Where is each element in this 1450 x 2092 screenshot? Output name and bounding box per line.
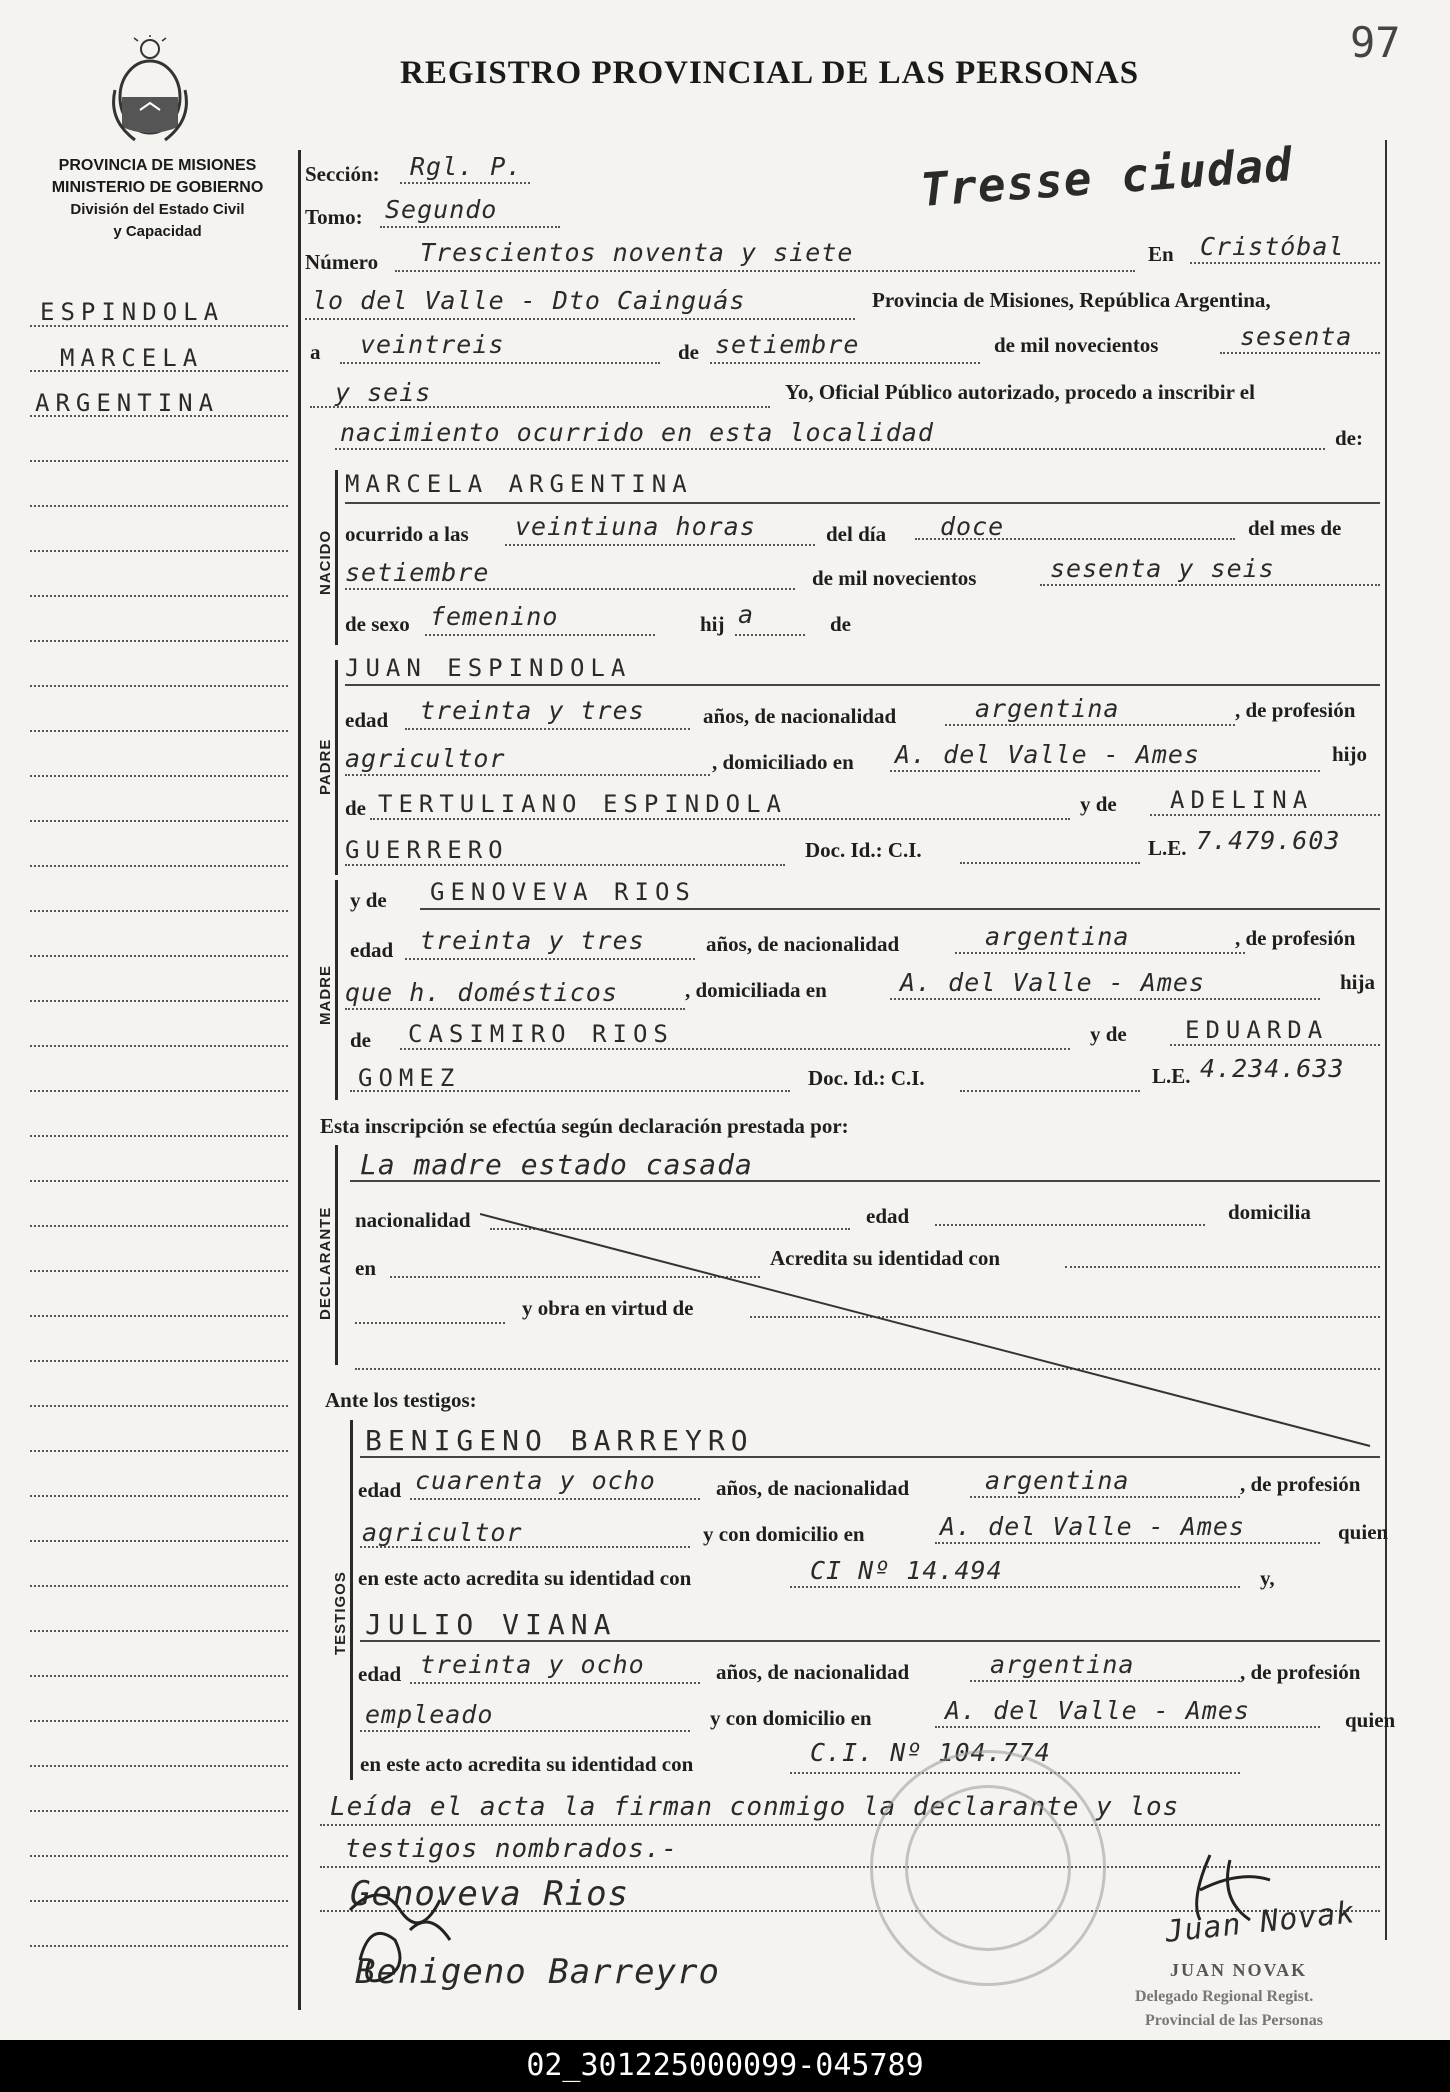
hija-label: hija — [1340, 970, 1376, 994]
underline — [1170, 1044, 1380, 1046]
underline — [410, 1682, 700, 1684]
dia-value: veintreis — [360, 330, 505, 359]
testigo-2-nombre: JULIO VIANA — [365, 1608, 617, 1641]
padre-de-label: de — [345, 796, 366, 820]
declarante-edad-label: edad — [866, 1204, 910, 1228]
underline — [360, 1640, 1380, 1642]
padre-madre-de-continued: GUERRERO — [345, 836, 509, 864]
nacido-mil-label: de mil novecientos — [812, 566, 977, 590]
en-label: En — [1148, 242, 1174, 266]
left-column-divider — [298, 150, 301, 2010]
margin-note-surname: ESPINDOLA — [40, 298, 225, 326]
testigo-1-dom-value: A. del Valle - Ames — [940, 1512, 1245, 1541]
margin-dotted-line — [30, 1405, 288, 1407]
padre-dom-label: , domiciliado en — [712, 750, 854, 774]
right-border-line — [1385, 140, 1387, 1940]
margin-dotted-line — [30, 1675, 288, 1677]
madre-nac-value: argentina — [985, 922, 1130, 951]
nacido-anio-value: sesenta y seis — [1050, 554, 1275, 583]
a-label: a — [310, 340, 321, 364]
declarante-en-label: en — [355, 1256, 376, 1280]
margin-dotted-line — [30, 1855, 288, 1857]
mil-text: de mil novecientos — [994, 333, 1159, 357]
underline — [1190, 262, 1380, 264]
closing-line-1: Leída el acta la firman conmigo la declarante y los — [330, 1792, 1180, 1822]
margin-dotted-line — [30, 910, 288, 912]
madre-nombre: GENOVEVA RIOS — [430, 878, 696, 906]
margin-dotted-line — [30, 1945, 288, 1947]
testigo-1-quien-label: quien — [1338, 1520, 1389, 1544]
testigo-1-prof-label: , de profesión — [1240, 1472, 1361, 1496]
testigo-1-edad-label: edad — [358, 1478, 402, 1502]
underline — [425, 634, 655, 636]
seccion-label: Sección: — [305, 162, 380, 186]
closing-line-2: testigos nombrados.- — [345, 1834, 679, 1864]
underline — [935, 1542, 1320, 1544]
nacido-dia-value: doce — [940, 512, 1005, 541]
madre-y-de-label: y de — [350, 888, 387, 912]
tomo-label: Tomo: — [305, 205, 363, 229]
underline — [405, 958, 695, 960]
testigos-bracket — [350, 1420, 353, 1780]
underline — [935, 1726, 1320, 1728]
official-stamp-title-2: Provincial de las Personas — [1145, 2012, 1323, 2029]
testigo-2-acredita-label: en este acto acredita su identidad con — [360, 1752, 694, 1776]
padre-le-value: 7.479.603 — [1196, 826, 1341, 855]
margin-dotted-line — [30, 865, 288, 867]
numero-value: Trescientos noventa y siete — [420, 238, 854, 267]
declarante-nacionalidad-label: nacionalidad — [355, 1208, 471, 1232]
nacido-bracket — [335, 470, 338, 645]
declarante-domicilia-label: domicilia — [1228, 1200, 1311, 1224]
del-mes-label: del mes de — [1248, 516, 1342, 540]
padre-nac-value: argentina — [975, 694, 1120, 723]
declarante-obra-label: y obra en virtud de — [522, 1296, 694, 1320]
underline — [345, 774, 710, 776]
hij-label: hij — [700, 612, 725, 636]
numero-label: Número — [305, 250, 379, 274]
mes-value: setiembre — [715, 330, 860, 359]
declarante-section-label: DECLARANTE — [317, 1206, 334, 1320]
margin-dotted-line — [30, 595, 288, 597]
madre-edad-value: treinta y tres — [420, 926, 645, 955]
margin-note-second-name: ARGENTINA — [35, 389, 220, 417]
oficial-text: Yo, Oficial Público autorizado, procedo a inscribir el — [785, 380, 1255, 404]
nacido-mes-value: setiembre — [345, 558, 490, 587]
underline — [350, 1090, 790, 1092]
madre-de-label: de — [350, 1028, 371, 1052]
padre-prof-label: , de profesión — [1235, 698, 1356, 722]
padre-nombre: JUAN ESPINDOLA — [345, 654, 632, 682]
padre-doc-label: Doc. Id.: C.I. — [805, 838, 922, 862]
margin-dotted-line — [30, 1135, 288, 1137]
underline — [380, 226, 560, 228]
margin-dotted-line — [30, 1630, 288, 1632]
margin-dotted-line — [30, 685, 288, 687]
underline — [400, 182, 530, 184]
page-number: 97 — [1350, 18, 1401, 67]
margin-dotted-line — [30, 1225, 288, 1227]
declarante-value: La madre estado casada — [360, 1148, 753, 1181]
testigo-1-id-value: CI Nº 14.494 — [810, 1556, 1003, 1585]
margin-dotted-line — [30, 820, 288, 822]
margin-dotted-line — [30, 730, 288, 732]
underline — [960, 1090, 1140, 1092]
declarante-bracket — [335, 1145, 338, 1365]
madre-nac-label: años, de nacionalidad — [706, 932, 900, 956]
correction-note: Tresse ciudad — [918, 137, 1295, 217]
testigo-2-quien-label: quien — [1345, 1708, 1396, 1732]
margin-dotted-line — [30, 1720, 288, 1722]
margin-dotted-line — [30, 640, 288, 642]
underline — [405, 728, 690, 730]
madre-madre-de-continued: GOMEZ — [358, 1064, 461, 1092]
testigo-2-dom-label: y con domicilio en — [710, 1706, 872, 1730]
tomo-value: Segundo — [385, 195, 498, 224]
padre-prof-value: agricultor — [345, 744, 506, 773]
testigo-2-edad-value: treinta y ocho — [420, 1650, 645, 1679]
underline — [735, 634, 805, 636]
del-dia-label: del día — [826, 522, 887, 546]
underline — [505, 544, 815, 546]
testigo-2-dom-value: A. del Valle - Ames — [945, 1696, 1250, 1725]
madre-prof-value: que h. domésticos — [345, 978, 618, 1007]
lugar-value: lo del Valle - Dto Cainguás — [312, 286, 746, 315]
underline — [345, 864, 785, 866]
margin-dotted-line — [30, 1270, 288, 1272]
madre-bracket — [335, 880, 338, 1100]
underline — [345, 588, 795, 590]
margin-dotted-line — [30, 1810, 288, 1812]
underline — [420, 908, 1380, 910]
margin-dotted-line — [30, 1900, 288, 1902]
testigo-2-prof-label: , de profesión — [1240, 1660, 1361, 1684]
en-value: Cristóbal — [1200, 232, 1345, 261]
underline — [890, 770, 1320, 772]
nacido-nombre: MARCELA ARGENTINA — [345, 470, 693, 498]
underline — [395, 270, 1135, 272]
underline — [970, 1496, 1240, 1498]
sexo-value: femenino — [430, 602, 559, 631]
nacido-de-label: de — [830, 612, 851, 636]
padre-edad-label: edad — [345, 708, 389, 732]
underline — [710, 362, 980, 364]
margin-dotted-line — [30, 460, 288, 462]
testigos-intro: Ante los testigos: — [325, 1388, 477, 1412]
underline — [360, 1546, 690, 1548]
margin-dotted-line — [30, 1540, 288, 1542]
testigo-1-acredita-label: en este acto acredita su identidad con — [358, 1566, 692, 1590]
signature-scribble-icon — [340, 1870, 480, 2000]
margin-dotted-line — [30, 1315, 288, 1317]
hij-value: a — [738, 600, 755, 629]
testigo-1-nac-label: años, de nacionalidad — [716, 1476, 910, 1500]
nacido-section-label: NACIDO — [317, 529, 334, 595]
margin-dotted-line — [30, 1495, 288, 1497]
padre-le-label: L.E. — [1148, 836, 1187, 860]
signature-madre: Genoveva Rios — [350, 1874, 630, 1914]
margin-note-first-name: MARCELA — [60, 344, 204, 372]
de-colon-label: de: — [1335, 426, 1363, 450]
margin-dotted-line — [30, 1585, 288, 1587]
margin-dotted-line — [30, 1045, 288, 1047]
sexo-label: de sexo — [345, 612, 410, 636]
padre-y-de-label: y de — [1080, 792, 1117, 816]
document-title: REGISTRO PROVINCIAL DE LAS PERSONAS — [400, 55, 1140, 91]
padre-padre-de: TERTULIANO ESPINDOLA — [378, 790, 787, 818]
testigo-2-edad-label: edad — [358, 1662, 402, 1686]
madre-doc-label: Doc. Id.: C.I. — [808, 1066, 925, 1090]
padre-madre-de: ADELINA — [1170, 786, 1314, 814]
madre-edad-label: edad — [350, 938, 394, 962]
ocurrido-label: ocurrido a las — [345, 522, 469, 546]
testigo-1-edad-value: cuarenta y ocho — [415, 1466, 656, 1495]
margin-dotted-line — [30, 1360, 288, 1362]
underline — [335, 448, 1325, 450]
underline — [360, 1456, 1380, 1458]
underline — [1150, 814, 1380, 816]
underline — [1220, 352, 1380, 354]
margin-dotted-line — [30, 1090, 288, 1092]
underline — [370, 818, 1070, 820]
signature-oficial: Juan Novak — [1163, 1895, 1357, 1950]
testigo-2-prof-value: empleado — [365, 1700, 494, 1729]
margin-dotted-line — [30, 775, 288, 777]
underline — [360, 1730, 690, 1732]
institution-line-2: MINISTERIO DE GOBIERNO — [51, 179, 264, 196]
testigo-2-nac-label: años, de nacionalidad — [716, 1660, 910, 1684]
margin-dotted-line — [30, 1000, 288, 1002]
seccion-value: Rgl. P. — [410, 152, 523, 181]
underline — [310, 406, 770, 408]
margin-dotted-line — [30, 505, 288, 507]
underline — [340, 362, 660, 364]
underline — [915, 538, 1235, 540]
underline — [955, 952, 1245, 954]
underline — [305, 318, 855, 320]
hijo-label: hijo — [1332, 742, 1368, 766]
madre-le-label: L.E. — [1152, 1064, 1191, 1088]
declarante-intro: Esta inscripción se efectúa según declaración prestada por: — [320, 1114, 849, 1138]
padre-bracket — [335, 660, 338, 875]
official-stamp-name: JUAN NOVAK — [1170, 1960, 1308, 1980]
madre-madre-de: EDUARDA — [1185, 1016, 1329, 1044]
de-label: de — [678, 340, 699, 364]
padre-section-label: PADRE — [317, 738, 334, 795]
institution-block — [25, 155, 290, 243]
institution-line-1: PROVINCIA DE MISIONES — [58, 157, 257, 174]
padre-dom-value: A. del Valle - Ames — [895, 740, 1200, 769]
anio-value: sesenta — [1240, 322, 1353, 351]
margin-dotted-line — [30, 1765, 288, 1767]
declarante-acredita-label: Acredita su identidad con — [770, 1246, 1001, 1270]
testigo-1-dom-label: y con domicilio en — [703, 1522, 865, 1546]
madre-section-label: MADRE — [317, 965, 334, 1025]
official-stamp-title-1: Delegado Regional Regist. — [1135, 1988, 1314, 2005]
signature-oficial-scribble-icon — [1170, 1850, 1290, 1930]
margin-dotted-line — [30, 1180, 288, 1182]
margin-dotted-line — [30, 955, 288, 957]
cancellation-line — [480, 1210, 1380, 1450]
underline — [320, 1824, 1380, 1826]
testigo-1-nombre: BENIGENO BARREYRO — [365, 1424, 754, 1457]
testigo-1-y-label: y, — [1260, 1566, 1275, 1590]
testigo-1-prof-value: agricultor — [362, 1518, 523, 1547]
underline — [345, 502, 1380, 504]
signature-testigo: Benigeno Barreyro — [355, 1952, 720, 1992]
institution-line-4: y Capacidad — [113, 223, 202, 240]
underline — [945, 724, 1235, 726]
madre-dom-value: A. del Valle - Ames — [900, 968, 1205, 997]
testigo-1-nac-value: argentina — [985, 1466, 1130, 1495]
testigo-2-nac-value: argentina — [990, 1650, 1135, 1679]
underline — [350, 1180, 1380, 1182]
padre-edad-value: treinta y tres — [420, 696, 645, 725]
testigos-section-label: TESTIGOS — [332, 1571, 349, 1655]
padre-nac-label: años, de nacionalidad — [703, 704, 897, 728]
testigo-2-id-value: C.I. Nº 104.774 — [810, 1738, 1051, 1767]
coat-of-arms-icon — [100, 35, 200, 150]
margin-dotted-line — [30, 550, 288, 552]
footer-code: 02_301225000099-045789 — [0, 2040, 1450, 2092]
hora-value: veintiuna horas — [515, 512, 756, 541]
provincia-text: Provincia de Misiones, República Argentina, — [872, 288, 1271, 312]
underline — [345, 1008, 685, 1010]
madre-dom-label: , domiciliada en — [685, 978, 827, 1002]
underline — [345, 684, 1380, 686]
underline — [890, 998, 1320, 1000]
acto-value: nacimiento ocurrido en esta localidad — [340, 418, 934, 447]
anio-value-continued: y seis — [335, 378, 432, 407]
madre-y-de2-label: y de — [1090, 1022, 1127, 1046]
underline — [960, 862, 1140, 864]
underline — [790, 1586, 1240, 1588]
underline — [970, 1680, 1240, 1682]
underline — [400, 1048, 1070, 1050]
madre-le-value: 4.234.633 — [1200, 1054, 1345, 1083]
madre-prof-label: , de profesión — [1235, 926, 1356, 950]
official-seal-inner-ring — [905, 1785, 1071, 1951]
underline — [1040, 584, 1380, 586]
margin-dotted-line — [30, 1450, 288, 1452]
underline — [410, 1498, 700, 1500]
institution-line-3: División del Estado Civil — [70, 201, 245, 218]
madre-padre-de: CASIMIRO RIOS — [408, 1020, 674, 1048]
